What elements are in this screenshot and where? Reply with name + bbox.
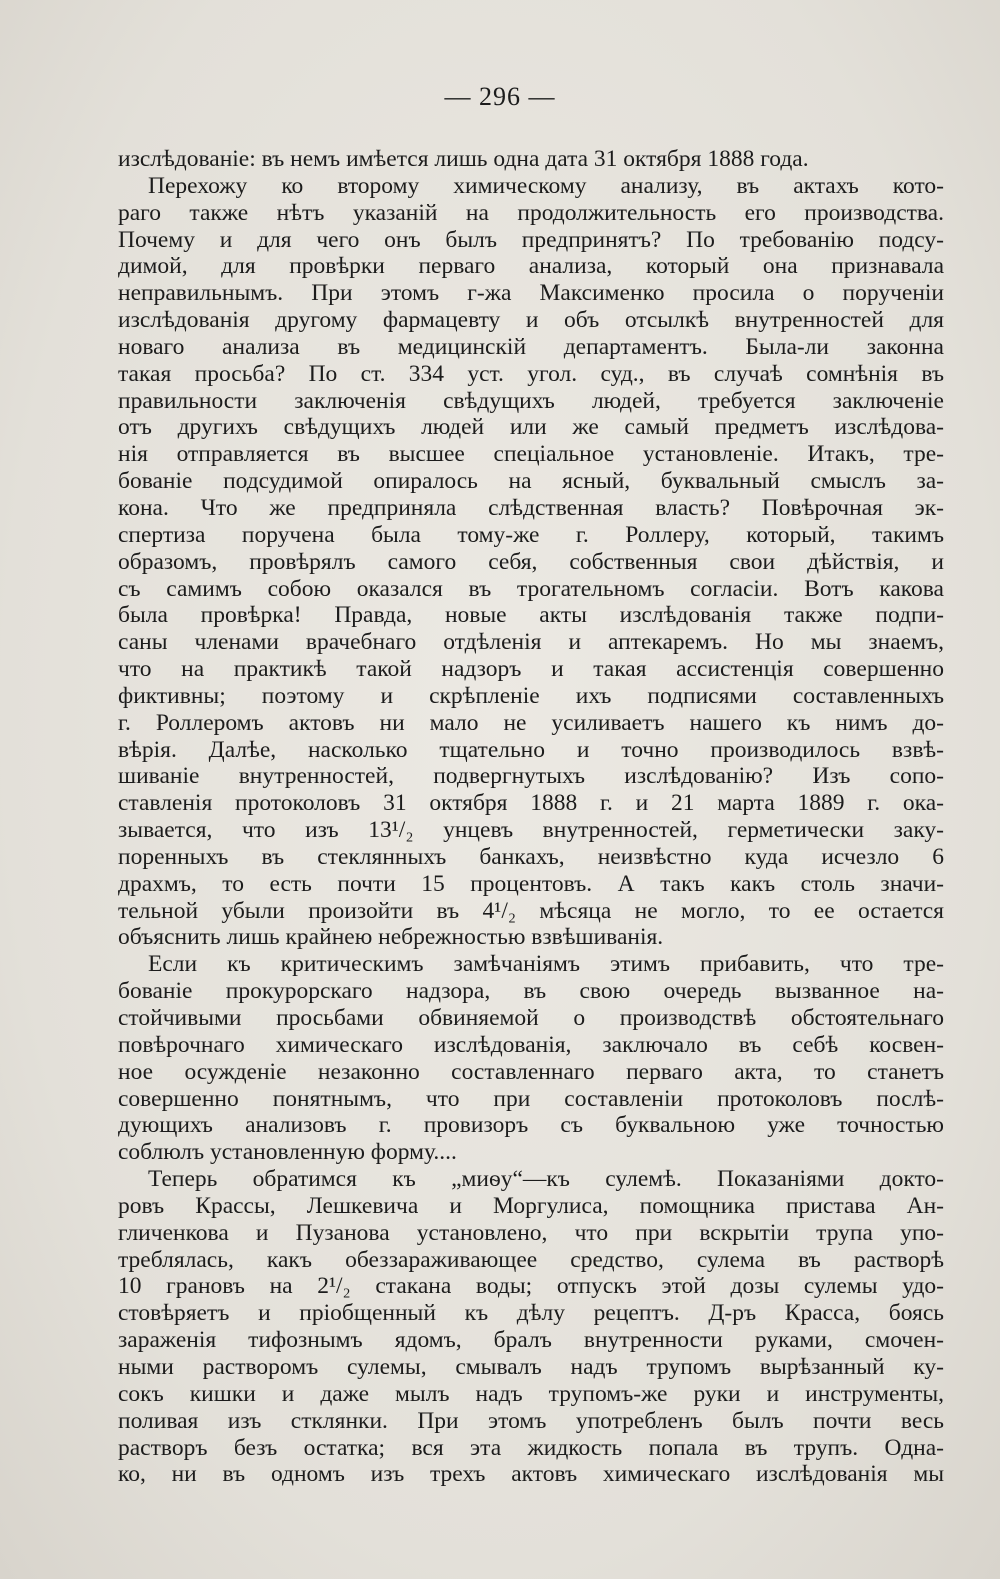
text-line: ными растворомъ сулемы, смывалъ надъ трупомъ вырѣзанный ку- — [118, 1353, 944, 1380]
text-line: шиваніе внутренностей, подвергнутыхъ изслѣдованію? Изъ сопо- — [118, 763, 944, 790]
text-line: объяснить лишь крайнею небрежностью взвѣшиванія. — [118, 924, 664, 951]
text-line: тельной убыли произойти въ 4¹/₂ мѣсяца не могло, то ее остается — [118, 897, 944, 924]
text-line: зывается, что изъ 13¹/₂ унцевъ внутренностей, герметически заку- — [118, 817, 944, 844]
text-line: неправильнымъ. При этомъ г-жа Максименко просила о порученіи — [118, 280, 944, 307]
text-line: треблялась, какъ обеззараживающее средство, сулема въ растворѣ — [118, 1246, 944, 1273]
text-line: сокъ кишки и даже мылъ надъ трупомъ-же руки и инструменты, — [118, 1380, 944, 1407]
text-line: ставленія протоколовъ 31 октября 1888 г. и 21 марта 1889 г. ока- — [118, 790, 944, 817]
text-line: новаго анализа въ медицинскій департаментъ. Была-ли законна — [118, 333, 944, 360]
text-line: Перехожу ко второму химическому анализу, въ актахъ кото- — [148, 172, 944, 199]
text-line: саны членами врачебнаго отдѣленія и аптекаремъ. Но мы знаемъ, — [118, 629, 944, 656]
text-line: поренныхъ въ стеклянныхъ банкахъ, неизвѣстно куда исчезло 6 — [118, 843, 944, 870]
text-line: растворъ безъ остатка; вся эта жидкость попала въ трупъ. Одна- — [118, 1434, 944, 1461]
text-line: съ самимъ собою оказался въ трогательномъ согласіи. Вотъ какова — [118, 575, 944, 602]
text-line: изслѣдованіе: въ немъ имѣется лишь одна дата 31 октября 1888 года. — [118, 146, 809, 172]
text-line: раго также нѣтъ указаній на продолжительность его производства. — [118, 199, 944, 226]
text-line: Если къ критическимъ замѣчаніямъ этимъ прибавить, что тре- — [148, 951, 944, 978]
text-line: совершенно понятнымъ, что при составленіи протоколовъ послѣ- — [118, 1085, 944, 1112]
text-line: бованіе подсудимой опиралось на ясный, буквальный смыслъ за- — [118, 468, 944, 495]
text-line: гличенкова и Пузанова установлено, что при вскрытіи трупа упо- — [118, 1219, 944, 1246]
text-line: спертиза поручена была тому-же г. Роллеру, который, такимъ — [118, 521, 944, 548]
text-line: кона. Что же предприняла слѣдственная власть? Повѣрочная эк- — [118, 494, 944, 521]
body-text — [118, 146, 944, 1488]
text-line: ное осужденіе незаконно составленнаго перваго акта, то станетъ — [118, 1058, 944, 1085]
text-line: димой, для провѣрки перваго анализа, который она признавала — [118, 253, 944, 280]
text-line: стойчивыми просьбами обвиняемой о производствѣ обстоятельнаго — [118, 1005, 944, 1031]
text-line: Теперь обратимся къ „миѳу“—къ сулемѣ. Показаніями докто- — [148, 1166, 944, 1193]
text-line: правильности заключенія свѣдущихъ людей, требуется заключеніе — [118, 387, 944, 414]
text-line: 10 грановъ на 2¹/₂ стакана воды; отпускъ этой дозы сулемы удо- — [118, 1273, 944, 1300]
text-line: соблюлъ установленную форму.... — [118, 1139, 457, 1166]
text-line: поливая изъ стклянки. При этомъ употребленъ былъ почти весь — [118, 1407, 944, 1434]
text-line: ровъ Крассы, Лешкевича и Моргулиса, помощника пристава Ан- — [118, 1192, 944, 1219]
text-line: такая просьба? По ст. 334 уст. угол. суд., въ случаѣ сомнѣнія въ — [118, 360, 944, 387]
text-line: стовѣряетъ и пріобщенный къ дѣлу рецептъ. Д-ръ Красса, боясь — [118, 1300, 944, 1327]
page-number: — 296 — — [444, 82, 556, 111]
text-line: повѣрочнаго химическаго изслѣдованія, заключало въ себѣ косвен- — [118, 1031, 944, 1058]
text-line: отъ другихъ свѣдущихъ людей или же самый предметъ изслѣдова- — [118, 414, 944, 441]
text-line: что на практикѣ такой надзоръ и такая ассистенція совершенно — [118, 656, 944, 683]
text-line: вѣрія. Далѣе, насколько тщательно и точно производилось взвѣ- — [118, 736, 944, 763]
text-line: ко, ни въ одномъ изъ трехъ актовъ химическаго изслѣдованія мы — [118, 1461, 944, 1488]
text-line: дующихъ анализовъ г. провизоръ съ буквальною уже точностью — [118, 1112, 944, 1139]
text-line: была провѣрка! Правда, новые акты изслѣдованія также подпи- — [118, 602, 944, 629]
text-line: зараженія тифознымъ ядомъ, бралъ внутренности руками, смочен- — [118, 1327, 944, 1354]
text-line: нія отправляется въ высшее спеціальное установленіе. Итакъ, тре- — [118, 441, 944, 468]
text-line: драхмъ, то есть почти 15 процентовъ. А такъ какъ столь значи- — [118, 870, 944, 897]
text-line: образомъ, провѣрялъ самого себя, собственныя свои дѣйствія, и — [118, 548, 944, 575]
text-line: г. Роллеромъ актовъ ни мало не усиливаетъ нашего къ нимъ до- — [118, 709, 944, 736]
text-line: бованіе прокурорскаго надзора, въ свою очередь вызванное на- — [118, 978, 944, 1005]
text-line: фиктивны; поэтому и скрѣпленіе ихъ подписями составленныхъ — [118, 682, 944, 709]
text-line: изслѣдованія другому фармацевту и объ отсылкѣ внутренностей для — [118, 307, 944, 334]
text-line: Почему и для чего онъ былъ предпринятъ? По требованію подсу- — [118, 226, 944, 253]
